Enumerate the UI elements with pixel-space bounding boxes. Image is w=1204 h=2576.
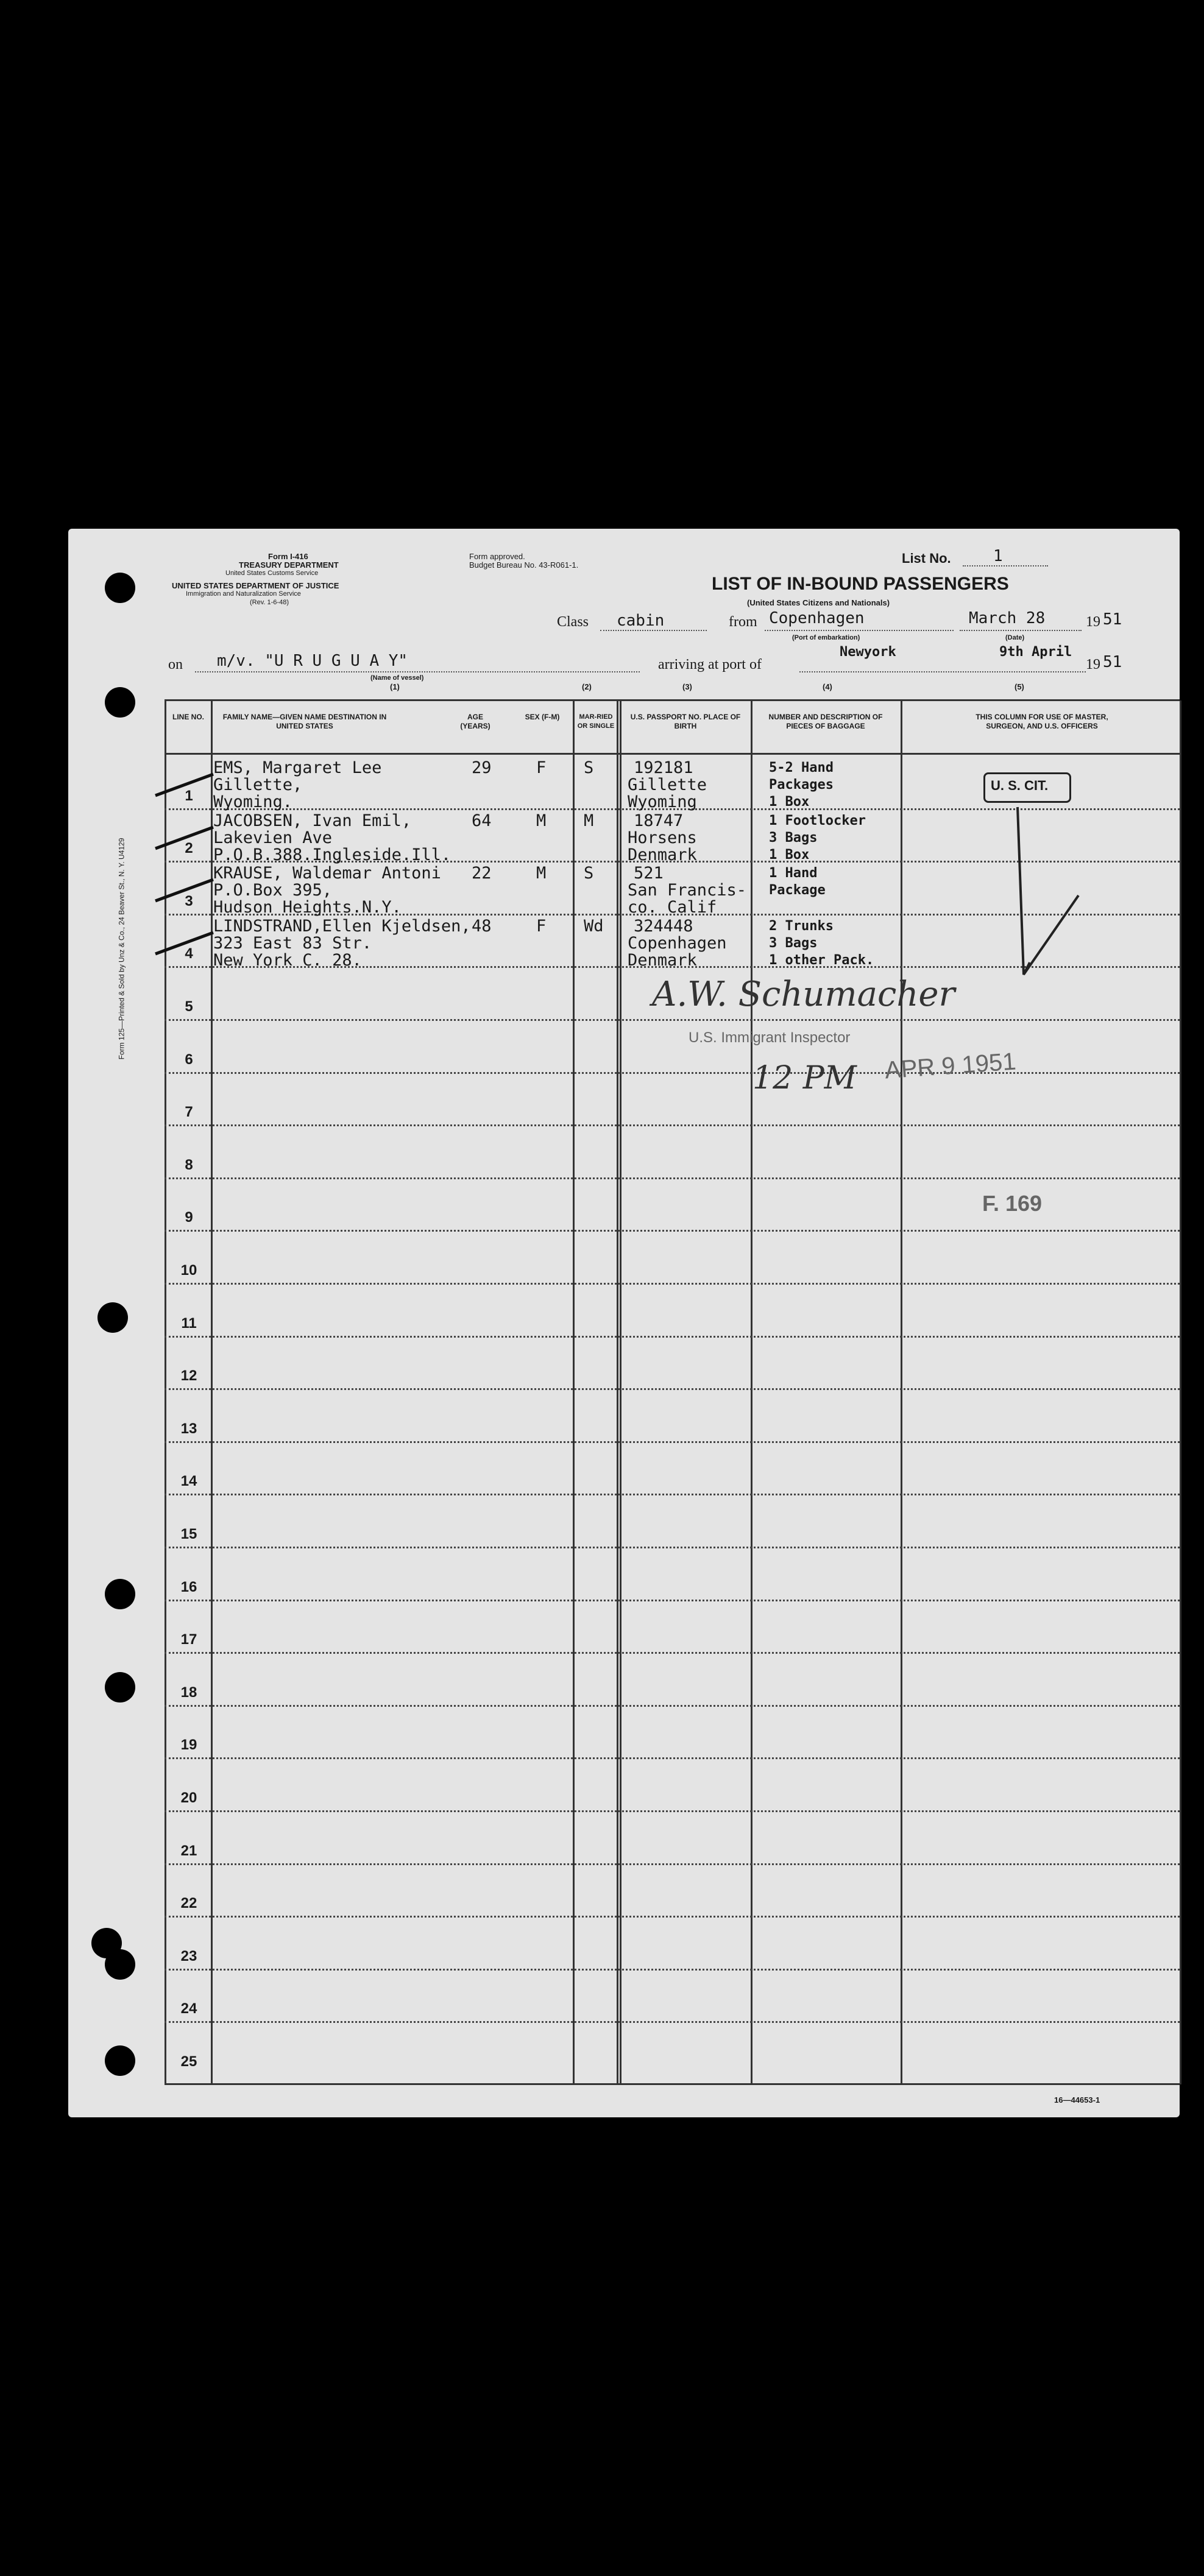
line-number: 7	[185, 1104, 193, 1120]
birthplace-1: Copenhagen	[628, 934, 727, 953]
form-title: LIST OF IN-BOUND PASSENGERS	[712, 574, 1009, 594]
line-number: 12	[180, 1367, 197, 1384]
row-rule	[165, 1916, 1180, 1918]
row-rule	[165, 1705, 1180, 1707]
baggage-3: 1 other Pack.	[769, 953, 874, 968]
passenger-age: 29	[472, 758, 492, 777]
passenger-destination-2: New York C. 28.	[213, 951, 362, 970]
binder-hole	[105, 1672, 135, 1703]
row-rule	[165, 1600, 1180, 1601]
col-num-3: (3)	[682, 682, 692, 691]
row-rule	[165, 1547, 1180, 1548]
header-age: AGE (YEARS)	[460, 713, 490, 730]
passenger-sex: F	[536, 917, 547, 936]
baggage-3: 1 Box	[769, 794, 810, 810]
row-rule	[165, 1230, 1180, 1232]
class-label: Class	[557, 614, 589, 630]
line-number: 19	[180, 1737, 197, 1753]
header-baggage: NUMBER AND DESCRIPTION OF PIECES OF BAGGAGE	[768, 713, 883, 730]
from-label: from	[729, 614, 757, 630]
line-number: 18	[180, 1684, 197, 1701]
from-line	[765, 630, 954, 631]
col-num-4: (4)	[823, 682, 832, 691]
row-rule	[165, 1757, 1180, 1759]
line-number: 2	[185, 840, 193, 856]
passenger-age: 22	[472, 864, 492, 883]
header-passport: U.S. PASSPORT NO. PLACE OF BIRTH	[630, 713, 741, 730]
row-rule	[165, 1494, 1180, 1495]
form-revision: (Rev. 1-6-48)	[250, 599, 289, 606]
embarkation-port: Copenhagen	[769, 609, 865, 627]
row-rule	[165, 1177, 1180, 1179]
baggage-1: 5-2 Hand	[769, 760, 834, 775]
passenger-destination-2: P.O.B.388.Ingleside.Ill.	[213, 845, 452, 864]
row-rule	[165, 1283, 1180, 1285]
passenger-marital: Wd	[584, 917, 604, 936]
passport-number: 192181	[634, 758, 693, 777]
birthplace-2: Wyoming	[628, 792, 697, 811]
date-line	[960, 630, 1082, 631]
col-divider-2b	[617, 700, 618, 2084]
vessel-name: m/v. "U R U G U A Y"	[217, 652, 408, 670]
line-number: 20	[180, 1790, 197, 1806]
row-rule	[165, 1652, 1180, 1654]
row-rule	[165, 1124, 1180, 1126]
year2-label: 19	[1086, 657, 1100, 672]
col-divider-2	[573, 700, 575, 2084]
passenger-sex: F	[536, 758, 547, 777]
passenger-name: KRAUSE, Waldemar Antoni	[213, 864, 441, 883]
binder-hole	[105, 1949, 135, 1980]
row-rule	[165, 1336, 1180, 1338]
year-value: 51	[1103, 610, 1122, 629]
passenger-name: JACOBSEN, Ivan Emil,	[213, 811, 412, 830]
baggage-2: 3 Bags	[769, 936, 818, 951]
header-name-destination: FAMILY NAME—GIVEN NAME DESTINATION IN UNITED STATES	[222, 713, 387, 730]
col-divider-1	[211, 700, 213, 2084]
year2-value: 51	[1103, 653, 1122, 671]
list-no-line	[963, 565, 1048, 566]
budget-bureau: Budget Bureau No. 43-R061-1.	[469, 560, 579, 570]
birthplace-2: Denmark	[628, 951, 697, 970]
binder-hole	[97, 1302, 128, 1333]
col-divider-3	[620, 700, 621, 2084]
row-rule	[165, 1863, 1180, 1865]
class-line	[600, 630, 707, 631]
date-caption: (Date)	[1005, 634, 1025, 641]
passenger-destination-2: Wyoming.	[213, 792, 293, 811]
embarkation-date: March 28	[969, 609, 1046, 627]
col-divider-6	[1180, 700, 1181, 2084]
arrival-date: 9th April	[999, 644, 1072, 660]
check-tick-mark	[152, 824, 219, 855]
row-rule	[165, 1969, 1180, 1971]
footer-code: 16—44653-1	[1054, 2095, 1100, 2105]
passenger-destination-1: P.O.Box 395,	[213, 881, 333, 900]
class-value: cabin	[617, 612, 665, 630]
passenger-age: 48	[472, 917, 492, 936]
line-number: 17	[180, 1631, 197, 1648]
passport-number: 324448	[634, 917, 693, 936]
line-number: 11	[181, 1315, 197, 1332]
birthplace-2: Denmark	[628, 845, 697, 864]
header-sex: SEX (F-M)	[525, 713, 560, 721]
col-divider-0	[165, 700, 166, 2084]
birthplace-2: co. Calif	[628, 898, 717, 917]
line-number: 1	[185, 788, 193, 804]
line-number: 8	[185, 1157, 193, 1173]
arrival-date-stamp: APR 9 1951	[884, 1048, 1017, 1084]
ins-service: Immigration and Naturalization Service	[186, 590, 301, 598]
arrival-port: Newyork	[840, 644, 896, 660]
line-number: 22	[180, 1895, 197, 1911]
col-divider-5	[901, 700, 902, 2084]
line-number: 15	[180, 1526, 197, 1542]
on-label: on	[168, 657, 183, 672]
header-marital: MAR-RIED OR SINGLE	[577, 713, 615, 730]
baggage-2: 3 Bags	[769, 830, 818, 845]
binder-hole	[105, 2045, 135, 2076]
form-subtitle: (United States Citizens and Nationals)	[747, 598, 890, 607]
passport-number: 521	[634, 864, 664, 883]
line-number: 16	[180, 1579, 197, 1595]
col-num-1: (1)	[390, 682, 400, 691]
line-number: 10	[180, 1262, 197, 1279]
passenger-destination-1: 323 East 83 Str.	[213, 934, 372, 953]
passenger-age: 64	[472, 811, 492, 830]
inspector-title: U.S. Immigrant Inspector	[689, 1029, 851, 1046]
row-rule	[165, 1441, 1180, 1443]
form-number: Form I-416	[268, 552, 308, 561]
row-rule	[165, 1388, 1180, 1390]
passenger-marital: S	[584, 864, 594, 883]
passenger-destination-1: Gillette,	[213, 775, 303, 794]
birthplace-1: Gillette	[628, 775, 707, 794]
line-number: 5	[185, 998, 193, 1015]
baggage-1: 2 Trunks	[769, 919, 834, 934]
check-tick-mark	[152, 930, 219, 960]
passenger-destination-2: Hudson Heights.N.Y.	[213, 898, 402, 917]
line-number: 24	[180, 2000, 197, 2017]
col-num-2: (2)	[582, 682, 592, 691]
row-rule	[165, 1072, 1180, 1074]
passport-number: 18747	[634, 811, 684, 830]
binder-hole	[105, 573, 135, 603]
justice-dept: UNITED STATES DEPARTMENT OF JUSTICE	[172, 581, 339, 590]
row-rule	[165, 1019, 1180, 1021]
baggage-2: Package	[769, 883, 826, 898]
baggage-1: 1 Footlocker	[769, 813, 866, 828]
passenger-destination-1: Lakevien Ave	[213, 828, 333, 847]
row-rule	[165, 1810, 1180, 1812]
header-officer-use: THIS COLUMN FOR USE OF MASTER, SURGEON, AND U.S. OFFICERS	[976, 713, 1108, 730]
port-line	[799, 671, 1086, 672]
table-top-border	[165, 699, 1180, 701]
col-divider-4	[751, 700, 752, 2084]
row-rule	[165, 2021, 1180, 2023]
line-number: 23	[180, 1948, 197, 1964]
col-num-5: (5)	[1015, 682, 1024, 691]
customs-service: United States Customs Service	[225, 570, 319, 577]
binder-hole	[105, 687, 135, 718]
check-tick-mark	[152, 771, 219, 802]
us-citizen-stamp: U. S. CIT.	[991, 778, 1049, 793]
side-printer-note: Form 125—Printed & Sold by Unz & Co., 24 Beaver St., N. Y. U4129	[117, 838, 126, 1060]
birthplace-1: Horsens	[628, 828, 697, 847]
birthplace-1: San Francis-	[628, 881, 747, 900]
passenger-sex: M	[536, 864, 547, 883]
baggage-2: Packages	[769, 777, 834, 792]
passenger-name: EMS, Margaret Lee	[213, 758, 382, 777]
vessel-caption: (Name of vessel)	[370, 674, 424, 682]
arriving-label: arriving at port of	[658, 657, 762, 672]
line-number: 21	[180, 1843, 197, 1859]
header-line-no: LINE NO.	[172, 713, 204, 721]
marginal-number: F. 169	[982, 1191, 1043, 1216]
baggage-1: 1 Hand	[769, 866, 818, 881]
line-number: 9	[185, 1209, 193, 1226]
line-number: 25	[180, 2053, 197, 2070]
form-approved: Form approved.	[469, 552, 525, 561]
list-no-value: 1	[993, 547, 1003, 565]
line-number: 4	[185, 945, 193, 962]
passenger-sex: M	[536, 811, 547, 830]
check-tick-mark	[152, 877, 219, 907]
baggage-3: 1 Box	[769, 847, 810, 863]
passenger-name: LINDSTRAND,Ellen Kjeldsen,	[213, 917, 471, 936]
line-number: 14	[180, 1473, 197, 1489]
treasury-dept: TREASURY DEPARTMENT	[239, 560, 339, 570]
line-number: 6	[185, 1051, 193, 1068]
inspector-signature: A.W. Schumacher	[652, 975, 955, 1014]
list-no-label: List No.	[902, 551, 951, 566]
line-number: 3	[185, 893, 193, 909]
table-header-rule	[165, 753, 1180, 755]
arrival-time: 12 PM	[752, 1060, 857, 1096]
vessel-line	[195, 671, 640, 672]
embarkation-caption: (Port of embarkation)	[792, 634, 860, 641]
check-mark-arrow	[1005, 804, 1085, 987]
line-number: 13	[180, 1420, 197, 1437]
binder-hole	[105, 1579, 135, 1609]
table-bottom-border	[165, 2083, 1180, 2085]
passenger-marital: S	[584, 758, 594, 777]
passenger-marital: M	[584, 811, 594, 830]
year-label: 19	[1086, 614, 1100, 630]
